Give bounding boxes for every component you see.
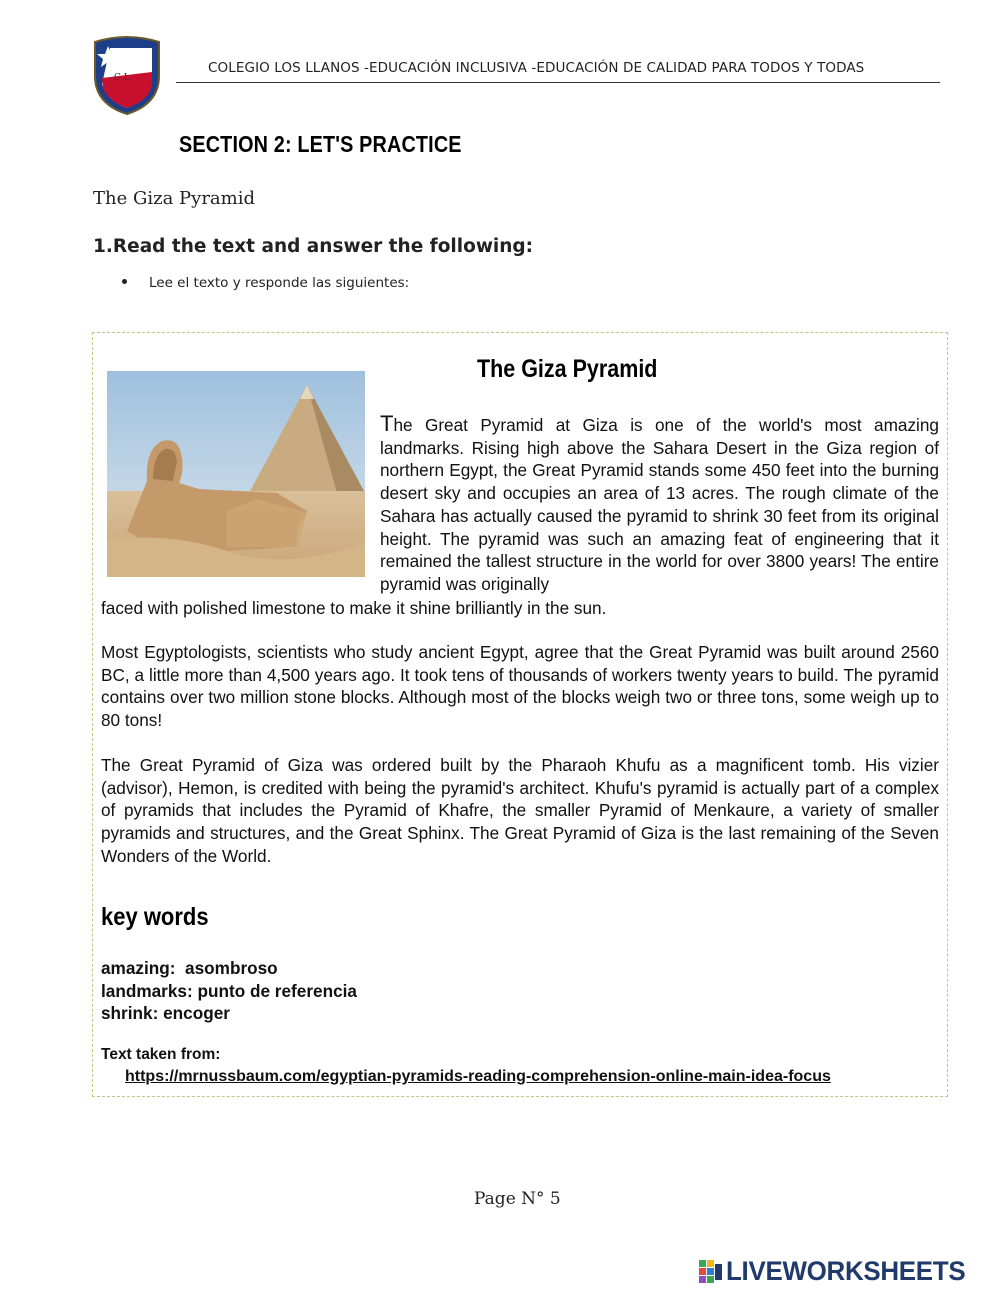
- liveworksheets-logo-icon: [698, 1259, 724, 1285]
- keyword-item: shrink: encoger: [101, 1003, 230, 1024]
- page-number: Page N° 5: [474, 1189, 561, 1209]
- svg-text:C L: C L: [114, 73, 130, 83]
- article-paragraph-2: Most Egyptologists, scientists who study ancient Egypt, agree that the Great Pyramid was built around 2560 BC, a little more than 4,500 years ago. It took tens of thousands of workers twenty years to build. The pyramid contains over two million stone blocks. Although most of the blocks weigh two or three tons, some weigh up to 80 tons!: [101, 642, 939, 731]
- instruction-heading: 1.Read the text and answer the following:: [93, 236, 534, 257]
- keywords-title: key words: [101, 903, 209, 931]
- article-paragraph-1: [380, 413, 939, 596]
- pyramid-sphinx-photo: [107, 371, 365, 577]
- drop-cap-letter: T: [380, 411, 394, 436]
- section-title: SECTION 2: LET'S PRACTICE: [179, 131, 462, 157]
- article-title: The Giza Pyramid: [477, 355, 658, 383]
- school-crest-logo: [92, 34, 162, 116]
- instruction-bullet: [122, 275, 409, 291]
- article-paragraph-1-tail: faced with polished limestone to make it shine brilliantly in the sun.: [101, 598, 607, 618]
- liveworksheets-logo-text: LIVEWORKSHEETS: [726, 1256, 966, 1286]
- keyword-item: amazing: asombroso: [101, 958, 278, 978]
- bullet-dot-icon: [122, 279, 127, 284]
- page-subtitle: The Giza Pyramid: [93, 188, 256, 209]
- school-header: COLEGIO LOS LLANOS -EDUCACIÓN INCLUSIVA -EDUCACIÓN DE CALIDAD PARA TODOS Y TODAS: [208, 60, 865, 76]
- keyword-item: landmarks: punto de referencia: [101, 980, 357, 1001]
- header-divider: [176, 82, 940, 83]
- liveworksheets-logo[interactable]: [698, 1256, 975, 1287]
- source-link[interactable]: https://mrnussbaum.com/egyptian-pyramids-reading-comprehension-online-main-idea-focus: [125, 1068, 831, 1085]
- keywords-list: [101, 957, 357, 1025]
- source-label: Text taken from:: [101, 1046, 221, 1063]
- bullet-text: Lee el texto y responde las siguientes:: [149, 275, 410, 291]
- paragraph-1-lead: he Great Pyramid at Giza is one of the world's most amazing landmarks. Rising high above the Sahara Desert in the Giza region of northern Egypt, the Great Pyramid stands some 450 feet into the burning desert sky and occupies an area of 13 acres. The rough climate of the Sahara has actually caused the pyramid to shrink 30 feet from its original height. The pyramid was such an amazing feat of engineering that it remained the tallest structure in the world for over 3800 years! The entire pyramid was originally: [380, 415, 939, 594]
- article-paragraph-3: The Great Pyramid of Giza was ordered built by the Pharaoh Khufu as a magnificent tomb. His vizier (advisor), Hemon, is credited with being the pyramid's architect. Khufu's pyramid is actually part of a complex of pyramids that includes the Pyramid of Khafre, the smaller Pyramid of Menkaure, a variety of smaller pyramids and structures, and the Great Sphinx. The Great Pyramid of Giza is the last remaining of the Seven Wonders of the World.: [101, 755, 939, 866]
